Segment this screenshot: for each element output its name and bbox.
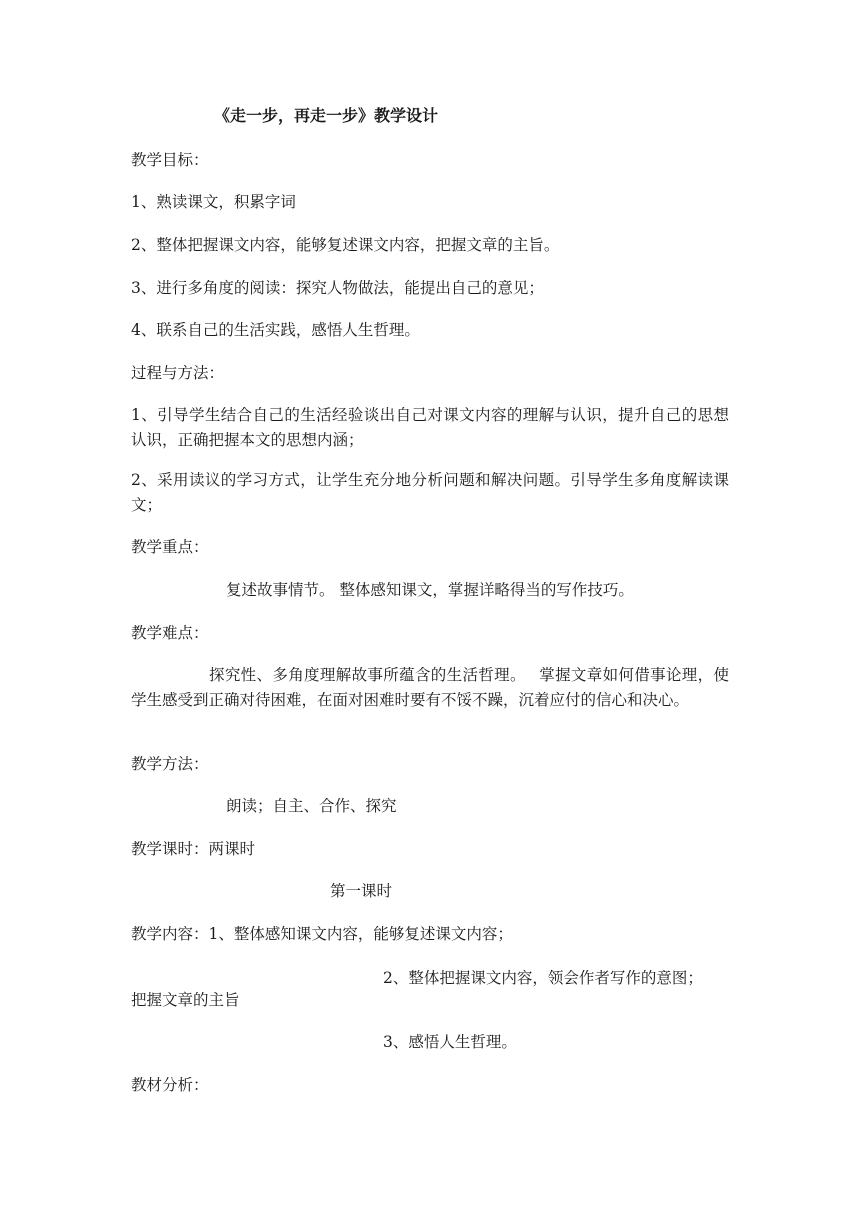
methods-heading: 教学方法： xyxy=(131,755,209,773)
content-line-4: 3、感悟人生哲理。 xyxy=(383,1033,517,1051)
content-line-2: 2、整体把握课文内容，领会作者写作的意图； xyxy=(383,969,703,987)
content-line-1: 教学内容：1、整体感知课文内容，能够复述课文内容； xyxy=(131,925,513,943)
analysis-heading: 教材分析： xyxy=(131,1076,209,1094)
class-hours: 教学课时：两课时 xyxy=(131,840,256,858)
difficulties-heading: 教学难点： xyxy=(131,624,209,642)
objective-item-4: 4、联系自己的生活实践，感悟人生哲理。 xyxy=(131,321,420,339)
objectives-heading: 教学目标： xyxy=(131,151,209,169)
objective-item-3: 3、进行多角度的阅读：探究人物做法，能提出自己的意见； xyxy=(131,279,544,297)
methods-text: 朗读；自主、合作、探究 xyxy=(226,797,397,815)
process-item-1: 1、引导学生结合自己的生活经验谈出自己对课文内容的理解与认识，提升自己的思想认识，正确把握本文的思想内涵； xyxy=(131,406,729,449)
process-heading: 过程与方法： xyxy=(131,364,225,382)
content-line-3: 把握文章的主旨 xyxy=(131,991,240,1009)
process-item-2: 2、采用读议的学习方式，让学生充分地分析问题和解决问题。引导学生多角度解读课文； xyxy=(131,471,729,514)
document-title: 《走一步，再走一步》教学设计 xyxy=(214,106,439,125)
difficulties-text: 探究性、多角度理解故事所蕴含的生活哲理。 掌握文章如何借事论理，使学生感受到正确对待困难，在面对困难时要有不馁不躁，沉着应付的信心和决心。 xyxy=(131,666,729,709)
objective-item-2: 2、整体把握课文内容，能够复述课文内容，把握文章的主旨。 xyxy=(131,236,560,254)
objective-item-1: 1、熟读课文，积累字词 xyxy=(131,193,296,211)
lesson-one-heading: 第一课时 xyxy=(330,882,393,900)
key-points-text: 复述故事情节。 整体感知课文，掌握详略得当的写作技巧。 xyxy=(226,581,634,599)
key-points-heading: 教学重点： xyxy=(131,538,209,556)
